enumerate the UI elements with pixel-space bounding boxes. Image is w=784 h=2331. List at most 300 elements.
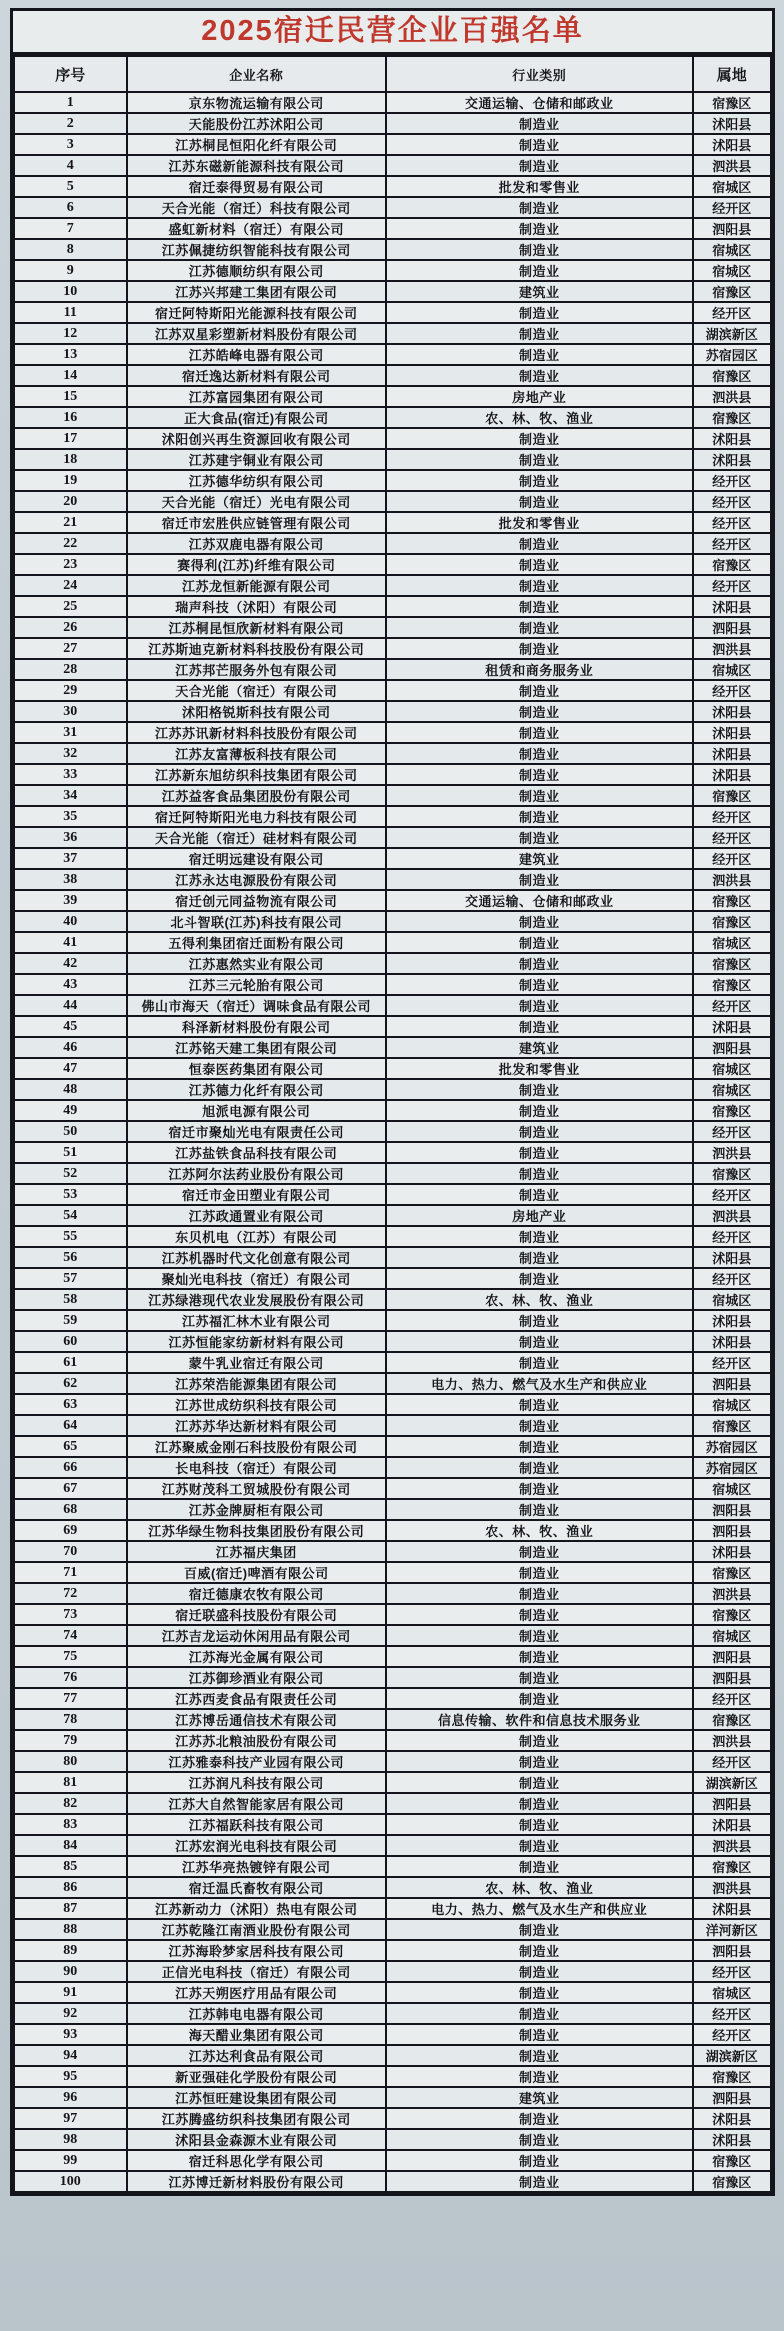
col-header-company: 企业名称 — [127, 56, 386, 92]
industry-cell: 制造业 — [386, 218, 693, 239]
region-cell: 经开区 — [693, 806, 771, 827]
rank-cell: 74 — [14, 1625, 127, 1646]
industry-cell: 制造业 — [386, 1835, 693, 1856]
rank-cell: 53 — [14, 1184, 127, 1205]
company-name-cell: 江苏苏讯新材料科技股份有限公司 — [127, 722, 386, 743]
region-cell: 宿城区 — [693, 1625, 771, 1646]
company-name-cell: 江苏双星彩塑新材料股份有限公司 — [127, 323, 386, 344]
rank-cell: 17 — [14, 428, 127, 449]
industry-cell: 制造业 — [386, 1604, 693, 1625]
rank-cell: 70 — [14, 1541, 127, 1562]
rank-cell: 11 — [14, 302, 127, 323]
company-name-cell: 天合光能（宿迁）硅材料有限公司 — [127, 827, 386, 848]
industry-cell: 制造业 — [386, 1982, 693, 2003]
company-name-cell: 江苏华亮热镀锌有限公司 — [127, 1856, 386, 1877]
industry-cell: 制造业 — [386, 1247, 693, 1268]
industry-cell: 制造业 — [386, 1583, 693, 1604]
table-row — [14, 1268, 771, 1289]
rank-cell: 91 — [14, 1982, 127, 2003]
table-row — [14, 281, 771, 302]
company-name-cell: 江苏韩电电器有限公司 — [127, 2003, 386, 2024]
region-cell: 泗洪县 — [693, 1730, 771, 1751]
company-name-cell: 正大食品(宿迁)有限公司 — [127, 407, 386, 428]
table-row — [14, 1751, 771, 1772]
company-name-cell: 江苏金牌厨柜有限公司 — [127, 1499, 386, 1520]
region-cell: 经开区 — [693, 1121, 771, 1142]
rank-cell: 34 — [14, 785, 127, 806]
rank-cell: 39 — [14, 890, 127, 911]
company-name-cell: 沭阳创兴再生资源回收有限公司 — [127, 428, 386, 449]
industry-cell: 制造业 — [386, 1457, 693, 1478]
industry-cell: 制造业 — [386, 2003, 693, 2024]
table-row — [14, 911, 771, 932]
region-cell: 宿豫区 — [693, 1709, 771, 1730]
rank-cell: 79 — [14, 1730, 127, 1751]
table-row — [14, 1940, 771, 1961]
rank-cell: 20 — [14, 491, 127, 512]
company-name-cell: 旭派电源有限公司 — [127, 1100, 386, 1121]
industry-cell: 制造业 — [386, 428, 693, 449]
rank-cell: 83 — [14, 1814, 127, 1835]
table-row — [14, 407, 771, 428]
rank-cell: 81 — [14, 1772, 127, 1793]
rank-cell: 18 — [14, 449, 127, 470]
region-cell: 沭阳县 — [693, 764, 771, 785]
region-cell: 沭阳县 — [693, 2129, 771, 2150]
industry-cell: 制造业 — [386, 1751, 693, 1772]
rank-cell: 10 — [14, 281, 127, 302]
industry-cell: 制造业 — [386, 113, 693, 134]
rank-cell: 6 — [14, 197, 127, 218]
region-cell: 沭阳县 — [693, 743, 771, 764]
industry-cell: 制造业 — [386, 1625, 693, 1646]
company-name-cell: 江苏乾隆江南酒业股份有限公司 — [127, 1919, 386, 1940]
rank-cell: 28 — [14, 659, 127, 680]
rank-cell: 95 — [14, 2066, 127, 2087]
region-cell: 宿豫区 — [693, 2150, 771, 2171]
region-cell: 宿城区 — [693, 176, 771, 197]
table-row — [14, 1331, 771, 1352]
region-cell: 沭阳县 — [693, 428, 771, 449]
company-name-cell: 江苏斯迪克新材料科技股份有限公司 — [127, 638, 386, 659]
region-cell: 宿城区 — [693, 1289, 771, 1310]
region-cell: 宿豫区 — [693, 974, 771, 995]
region-cell: 宿豫区 — [693, 2171, 771, 2192]
table-row — [14, 344, 771, 365]
region-cell: 宿豫区 — [693, 1604, 771, 1625]
rank-cell: 48 — [14, 1079, 127, 1100]
industry-cell: 制造业 — [386, 2171, 693, 2192]
table-row — [14, 2066, 771, 2087]
company-name-cell: 江苏雅泰科技产业园有限公司 — [127, 1751, 386, 1772]
industry-cell: 制造业 — [386, 2129, 693, 2150]
industry-cell: 制造业 — [386, 1331, 693, 1352]
rank-cell: 32 — [14, 743, 127, 764]
table-row — [14, 1415, 771, 1436]
region-cell: 经开区 — [693, 533, 771, 554]
table-row — [14, 953, 771, 974]
company-name-cell: 恒泰医药集团有限公司 — [127, 1058, 386, 1079]
industry-cell: 制造业 — [386, 1100, 693, 1121]
table-row — [14, 764, 771, 785]
industry-cell: 制造业 — [386, 932, 693, 953]
region-cell: 苏宿园区 — [693, 344, 771, 365]
company-name-cell: 江苏润凡科技有限公司 — [127, 1772, 386, 1793]
region-cell: 经开区 — [693, 197, 771, 218]
region-cell: 经开区 — [693, 575, 771, 596]
table-row — [14, 323, 771, 344]
company-name-cell: 江苏益客食品集团股份有限公司 — [127, 785, 386, 806]
industry-cell: 制造业 — [386, 1856, 693, 1877]
company-name-cell: 天合光能（宿迁）光电有限公司 — [127, 491, 386, 512]
region-cell: 泗洪县 — [693, 1877, 771, 1898]
rank-cell: 26 — [14, 617, 127, 638]
industry-cell: 制造业 — [386, 1436, 693, 1457]
table-row — [14, 512, 771, 533]
table-row — [14, 1121, 771, 1142]
region-cell: 宿豫区 — [693, 911, 771, 932]
company-name-cell: 瑞声科技（沭阳）有限公司 — [127, 596, 386, 617]
region-cell: 苏宿园区 — [693, 1457, 771, 1478]
rank-cell: 50 — [14, 1121, 127, 1142]
company-name-cell: 宿迁市聚灿光电有限责任公司 — [127, 1121, 386, 1142]
table-row — [14, 1394, 771, 1415]
region-cell: 宿城区 — [693, 1982, 771, 2003]
company-name-cell: 江苏绿港现代农业发展股份有限公司 — [127, 1289, 386, 1310]
company-name-cell: 宿迁联盛科技股份有限公司 — [127, 1604, 386, 1625]
region-cell: 经开区 — [693, 302, 771, 323]
table-row — [14, 1226, 771, 1247]
rank-cell: 86 — [14, 1877, 127, 1898]
region-cell: 洋河新区 — [693, 1919, 771, 1940]
rank-cell: 60 — [14, 1331, 127, 1352]
rank-cell: 2 — [14, 113, 127, 134]
region-cell: 宿豫区 — [693, 785, 771, 806]
company-name-cell: 宿迁温氏畜牧有限公司 — [127, 1877, 386, 1898]
company-name-cell: 百威(宿迁)啤酒有限公司 — [127, 1562, 386, 1583]
rank-cell: 71 — [14, 1562, 127, 1583]
region-cell: 宿豫区 — [693, 554, 771, 575]
company-name-cell: 江苏苏华达新材料有限公司 — [127, 1415, 386, 1436]
rank-cell: 77 — [14, 1688, 127, 1709]
table-row — [14, 218, 771, 239]
rank-cell: 72 — [14, 1583, 127, 1604]
table-row — [14, 428, 771, 449]
industry-cell: 制造业 — [386, 344, 693, 365]
rank-cell: 76 — [14, 1667, 127, 1688]
table-row — [14, 638, 771, 659]
company-name-cell: 江苏博岳通信技术有限公司 — [127, 1709, 386, 1730]
company-name-cell: 江苏政通置业有限公司 — [127, 1205, 386, 1226]
rank-cell: 73 — [14, 1604, 127, 1625]
region-cell: 经开区 — [693, 2024, 771, 2045]
rank-cell: 36 — [14, 827, 127, 848]
company-name-cell: 江苏达利食品有限公司 — [127, 2045, 386, 2066]
table-row — [14, 1646, 771, 1667]
region-cell: 泗洪县 — [693, 869, 771, 890]
region-cell: 经开区 — [693, 995, 771, 1016]
industry-cell: 制造业 — [386, 1415, 693, 1436]
company-name-cell: 宿迁科思化学有限公司 — [127, 2150, 386, 2171]
table-body — [14, 92, 771, 2192]
table-row — [14, 995, 771, 1016]
rank-cell: 51 — [14, 1142, 127, 1163]
region-cell: 沭阳县 — [693, 134, 771, 155]
region-cell: 宿城区 — [693, 1058, 771, 1079]
region-cell: 沭阳县 — [693, 1541, 771, 1562]
table-row — [14, 1856, 771, 1877]
region-cell: 苏宿园区 — [693, 1436, 771, 1457]
region-cell: 泗阳县 — [693, 1499, 771, 1520]
rank-cell: 52 — [14, 1163, 127, 1184]
region-cell: 宿豫区 — [693, 2066, 771, 2087]
company-name-cell: 天能股份江苏沭阳公司 — [127, 113, 386, 134]
region-cell: 泗阳县 — [693, 218, 771, 239]
table-row — [14, 365, 771, 386]
region-cell: 泗阳县 — [693, 617, 771, 638]
rank-cell: 99 — [14, 2150, 127, 2171]
company-name-cell: 天合光能（宿迁）科技有限公司 — [127, 197, 386, 218]
company-name-cell: 宿迁创元同益物流有限公司 — [127, 890, 386, 911]
table-row — [14, 2003, 771, 2024]
rank-cell: 23 — [14, 554, 127, 575]
company-name-cell: 宿迁逸达新材料有限公司 — [127, 365, 386, 386]
table-row — [14, 785, 771, 806]
company-name-cell: 海天醋业集团有限公司 — [127, 2024, 386, 2045]
table-row — [14, 1814, 771, 1835]
region-cell: 经开区 — [693, 470, 771, 491]
industry-cell: 建筑业 — [386, 2087, 693, 2108]
region-cell: 泗阳县 — [693, 1667, 771, 1688]
table-row — [14, 1982, 771, 2003]
industry-cell: 制造业 — [386, 1268, 693, 1289]
table-row — [14, 2150, 771, 2171]
rank-cell: 64 — [14, 1415, 127, 1436]
company-name-cell: 宿迁阿特斯阳光能源科技有限公司 — [127, 302, 386, 323]
table-row — [14, 1772, 771, 1793]
company-name-cell: 江苏海聆梦家居科技有限公司 — [127, 1940, 386, 1961]
table-row — [14, 1373, 771, 1394]
table-row — [14, 1835, 771, 1856]
company-name-cell: 江苏桐昆恒阳化纤有限公司 — [127, 134, 386, 155]
industry-cell: 制造业 — [386, 1394, 693, 1415]
table-row — [14, 848, 771, 869]
rank-cell: 19 — [14, 470, 127, 491]
region-cell: 泗洪县 — [693, 386, 771, 407]
table-row — [14, 890, 771, 911]
rank-cell: 87 — [14, 1898, 127, 1919]
table-row — [14, 1520, 771, 1541]
company-name-cell: 宿迁明远建设有限公司 — [127, 848, 386, 869]
industry-cell: 制造业 — [386, 722, 693, 743]
industry-cell: 制造业 — [386, 197, 693, 218]
region-cell: 沭阳县 — [693, 1310, 771, 1331]
region-cell: 沭阳县 — [693, 1247, 771, 1268]
region-cell: 宿豫区 — [693, 1562, 771, 1583]
region-cell: 湖滨新区 — [693, 323, 771, 344]
industry-cell: 租赁和商务服务业 — [386, 659, 693, 680]
company-name-cell: 江苏桐昆恒欣新材料有限公司 — [127, 617, 386, 638]
company-name-cell: 江苏财茂科工贸城股份有限公司 — [127, 1478, 386, 1499]
rank-cell: 9 — [14, 260, 127, 281]
rank-cell: 30 — [14, 701, 127, 722]
company-name-cell: 江苏宏润光电科技有限公司 — [127, 1835, 386, 1856]
rank-cell: 16 — [14, 407, 127, 428]
region-cell: 经开区 — [693, 512, 771, 533]
rank-cell: 75 — [14, 1646, 127, 1667]
region-cell: 经开区 — [693, 2003, 771, 2024]
table-row — [14, 2045, 771, 2066]
rank-cell: 37 — [14, 848, 127, 869]
industry-cell: 交通运输、仓储和邮政业 — [386, 92, 693, 113]
company-name-cell: 聚灿光电科技（宿迁）有限公司 — [127, 1268, 386, 1289]
region-cell: 沭阳县 — [693, 449, 771, 470]
table-row — [14, 1478, 771, 1499]
region-cell: 沭阳县 — [693, 701, 771, 722]
table-row — [14, 1793, 771, 1814]
company-name-cell: 江苏世成纺织科技有限公司 — [127, 1394, 386, 1415]
table-row — [14, 386, 771, 407]
table-row — [14, 2129, 771, 2150]
company-name-cell: 北斗智联(江苏)科技有限公司 — [127, 911, 386, 932]
company-name-cell: 江苏新动力（沭阳）热电有限公司 — [127, 1898, 386, 1919]
region-cell: 沭阳县 — [693, 722, 771, 743]
table-row — [14, 1289, 771, 1310]
company-name-cell: 江苏恒能家纺新材料有限公司 — [127, 1331, 386, 1352]
industry-cell: 房地产业 — [386, 1205, 693, 1226]
industry-cell: 制造业 — [386, 470, 693, 491]
table-row — [14, 869, 771, 890]
region-cell: 经开区 — [693, 491, 771, 512]
region-cell: 泗洪县 — [693, 638, 771, 659]
table-row — [14, 470, 771, 491]
table-row — [14, 1163, 771, 1184]
table-row — [14, 1457, 771, 1478]
company-name-cell: 江苏苏北粮油股份有限公司 — [127, 1730, 386, 1751]
rank-cell: 46 — [14, 1037, 127, 1058]
rank-cell: 1 — [14, 92, 127, 113]
region-cell: 泗洪县 — [693, 1142, 771, 1163]
rank-cell: 67 — [14, 1478, 127, 1499]
industry-cell: 房地产业 — [386, 386, 693, 407]
rank-cell: 15 — [14, 386, 127, 407]
region-cell: 宿城区 — [693, 260, 771, 281]
region-cell: 泗阳县 — [693, 1793, 771, 1814]
rank-cell: 42 — [14, 953, 127, 974]
rank-cell: 31 — [14, 722, 127, 743]
company-name-cell: 江苏佩捷纺织智能科技有限公司 — [127, 239, 386, 260]
rank-cell: 43 — [14, 974, 127, 995]
company-name-cell: 江苏邦芒服务外包有限公司 — [127, 659, 386, 680]
table-row — [14, 260, 771, 281]
region-cell: 泗洪县 — [693, 1835, 771, 1856]
table-row — [14, 302, 771, 323]
table-row — [14, 2024, 771, 2045]
table-row — [14, 155, 771, 176]
rank-cell: 78 — [14, 1709, 127, 1730]
industry-cell: 制造业 — [386, 764, 693, 785]
industry-cell: 制造业 — [386, 1142, 693, 1163]
rank-cell: 33 — [14, 764, 127, 785]
table-row — [14, 617, 771, 638]
region-cell: 泗阳县 — [693, 1646, 771, 1667]
company-name-cell: 江苏德力化纤有限公司 — [127, 1079, 386, 1100]
industry-cell: 交通运输、仓储和邮政业 — [386, 890, 693, 911]
industry-cell: 制造业 — [386, 1961, 693, 1982]
company-name-cell: 江苏福跃科技有限公司 — [127, 1814, 386, 1835]
industry-cell: 制造业 — [386, 1352, 693, 1373]
region-cell: 经开区 — [693, 1226, 771, 1247]
industry-cell: 制造业 — [386, 1562, 693, 1583]
region-cell: 沭阳县 — [693, 1814, 771, 1835]
region-cell: 宿豫区 — [693, 1163, 771, 1184]
company-name-cell: 江苏德顺纺织有限公司 — [127, 260, 386, 281]
company-name-cell: 江苏友富薄板科技有限公司 — [127, 743, 386, 764]
industry-cell: 制造业 — [386, 1163, 693, 1184]
region-cell: 宿豫区 — [693, 365, 771, 386]
industry-cell: 制造业 — [386, 911, 693, 932]
rank-cell: 14 — [14, 365, 127, 386]
company-name-cell: 江苏御珍酒业有限公司 — [127, 1667, 386, 1688]
rank-cell: 44 — [14, 995, 127, 1016]
industry-cell: 制造业 — [386, 785, 693, 806]
industry-cell: 制造业 — [386, 1226, 693, 1247]
rank-cell: 88 — [14, 1919, 127, 1940]
rank-cell: 13 — [14, 344, 127, 365]
industry-cell: 农、林、牧、渔业 — [386, 1877, 693, 1898]
table-row — [14, 575, 771, 596]
company-name-cell: 江苏兴邦建工集团有限公司 — [127, 281, 386, 302]
table-row — [14, 596, 771, 617]
industry-cell: 制造业 — [386, 680, 693, 701]
rank-cell: 69 — [14, 1520, 127, 1541]
table-row — [14, 1541, 771, 1562]
page-title: 2025宿迁民营企业百强名单 — [13, 11, 772, 55]
industry-cell: 制造业 — [386, 1667, 693, 1688]
company-name-cell: 佛山市海天（宿迁）调味食品有限公司 — [127, 995, 386, 1016]
region-cell: 宿豫区 — [693, 1856, 771, 1877]
company-name-cell: 江苏铭天建工集团有限公司 — [127, 1037, 386, 1058]
company-name-cell: 江苏皓峰电器有限公司 — [127, 344, 386, 365]
rank-cell: 25 — [14, 596, 127, 617]
industry-cell: 制造业 — [386, 1730, 693, 1751]
col-header-rank: 序号 — [14, 56, 127, 92]
rank-cell: 8 — [14, 239, 127, 260]
industry-cell: 制造业 — [386, 1793, 693, 1814]
rank-cell: 47 — [14, 1058, 127, 1079]
rank-cell: 85 — [14, 1856, 127, 1877]
table-row — [14, 1436, 771, 1457]
industry-cell: 制造业 — [386, 1121, 693, 1142]
table-row — [14, 1352, 771, 1373]
company-name-cell: 京东物流运输有限公司 — [127, 92, 386, 113]
industry-cell: 制造业 — [386, 1940, 693, 1961]
rank-cell: 55 — [14, 1226, 127, 1247]
industry-cell: 制造业 — [386, 974, 693, 995]
company-name-cell: 江苏腾盛纺织科技集团有限公司 — [127, 2108, 386, 2129]
company-name-cell: 江苏荣浩能源集团有限公司 — [127, 1373, 386, 1394]
table-row — [14, 2087, 771, 2108]
table-row — [14, 1877, 771, 1898]
industry-cell: 制造业 — [386, 554, 693, 575]
region-cell: 泗阳县 — [693, 2087, 771, 2108]
region-cell: 沭阳县 — [693, 1898, 771, 1919]
table-row — [14, 932, 771, 953]
rank-cell: 82 — [14, 1793, 127, 1814]
industry-cell: 制造业 — [386, 491, 693, 512]
table-row — [14, 1016, 771, 1037]
industry-cell: 制造业 — [386, 134, 693, 155]
